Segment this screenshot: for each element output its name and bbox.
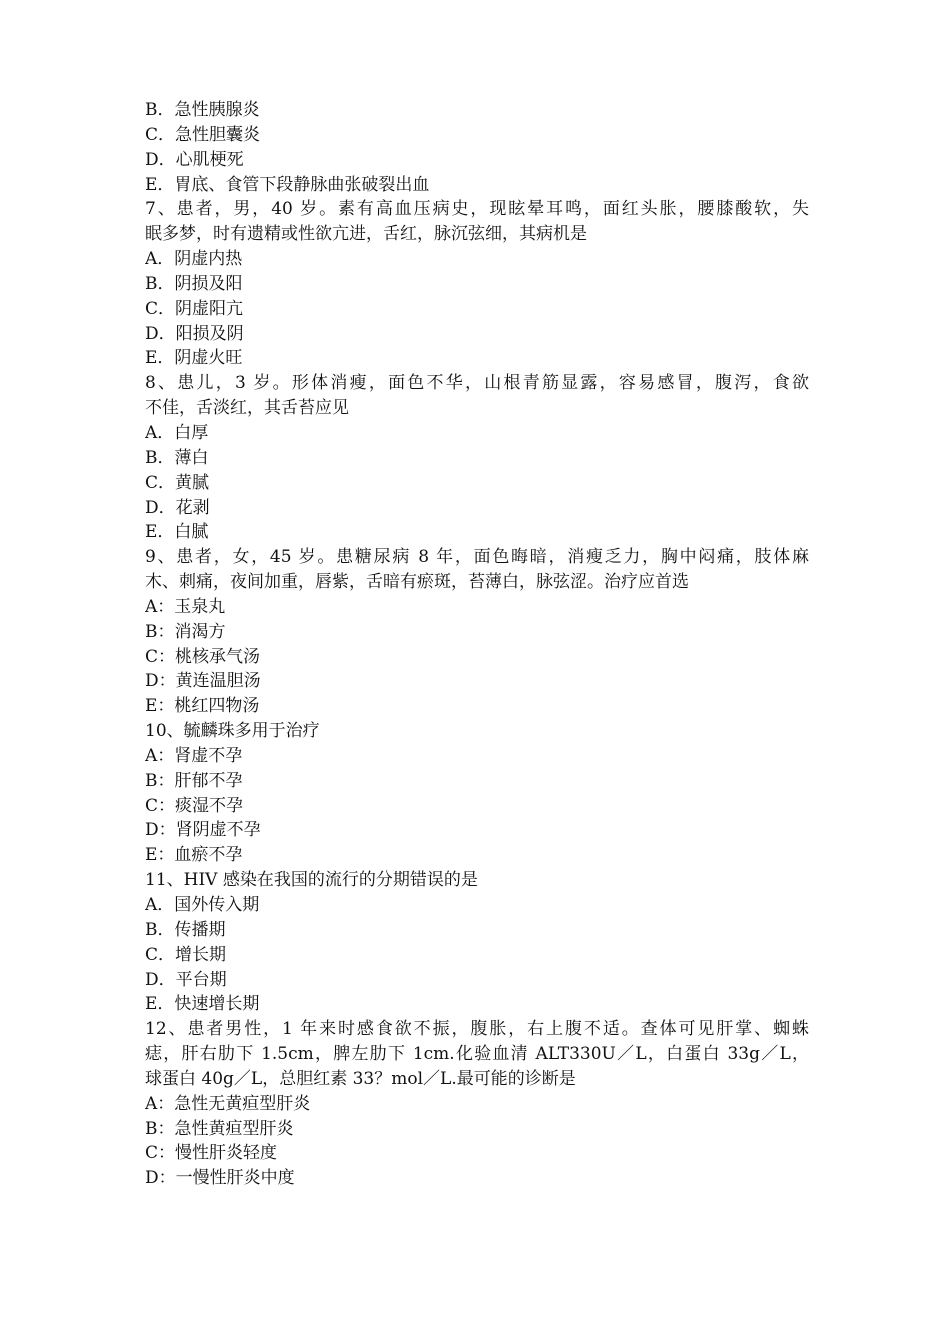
text-line: E．胃底、食管下段静脉曲张破裂出血 [145,174,430,195]
text-line: B：消渴方 [145,621,226,642]
text-line: C：慢性肝炎轻度 [145,1143,278,1164]
text-line: 球蛋白 40g／L，总胆红素 33？mol／L.最可能的诊断是 [145,1068,576,1089]
text-line: B．阴损及阳 [145,273,243,294]
text-line: 10、毓麟珠多用于治疗 [145,721,320,742]
text-line: D．花剥 [145,497,210,518]
text-line: B．急性胰腺炎 [145,100,260,120]
text-line: C．黄腻 [145,472,210,493]
text-line: D．心肌梗死 [145,149,244,170]
text-line: 不佳，舌淡红，其舌苔应见 [145,398,349,419]
text-line: 9、患者，女，45 岁。患糖尿病 8 年，面色晦暗，消瘦乏力，胸中闷痛，肢体麻 [145,547,809,568]
text-line: C：桃核承气汤 [145,646,261,667]
text-line: B．传播期 [145,919,226,940]
text-line: 8、患儿，3 岁。形体消瘦，面色不华，山根青筋显露，容易感冒，腹泻，食欲 [145,373,809,394]
text-line: 痣，肝右肋下 1.5cm，脾左肋下 1cm.化验血清 ALT330U／L，白蛋白 33g／L， [145,1044,809,1065]
text-line: B：肝郁不孕 [145,770,243,791]
text-line: D：肾阴虚不孕 [145,820,261,841]
text-line: 12、患者男性，1 年来时感食欲不振，腹胀，右上腹不适。查体可见肝掌、蜘蛛 [145,1019,809,1040]
text-line: C．急性胆囊炎 [145,124,261,145]
document-body [145,98,809,1191]
text-line: A．阴虚内热 [145,249,243,270]
text-line: E：桃红四物汤 [145,696,260,717]
text-line: E．阴虚火旺 [145,348,243,369]
text-line: 11、HIV 感染在我国的流行的分期错误的是 [145,870,478,891]
text-line: A．国外传入期 [145,895,260,915]
text-line: A：玉泉丸 [145,596,226,617]
text-line: E：血瘀不孕 [145,845,243,866]
text-line: B．薄白 [145,447,209,468]
text-line: 木、刺痛，夜间加重，唇紫，舌暗有瘀斑，苔薄白，脉弦涩。治疗应首选 [145,572,689,593]
text-line: B：急性黄疸型肝炎 [145,1118,294,1139]
text-line: E．白腻 [145,522,209,543]
text-line: D：一慢性肝炎中度 [145,1168,295,1189]
text-line: A．白厚 [145,422,209,443]
text-line: D．平台期 [145,969,227,990]
text-line: C．阴虚阳亢 [145,298,244,319]
text-line: 眠多梦，时有遗精或性欲亢进，舌红，脉沉弦细，其病机是 [145,224,587,245]
text-line: 7、患者，男，40 岁。素有高血压病史，现眩晕耳鸣，面红头胀，腰膝酸软，失 [145,199,809,220]
text-line: E．快速增长期 [145,994,260,1015]
text-line: D：黄连温胆汤 [145,671,261,692]
text-line: C：痰湿不孕 [145,795,244,816]
text-line: A：肾虚不孕 [145,745,243,766]
text-line: A：急性无黄疸型肝炎 [145,1093,311,1114]
text-line: C．增长期 [145,944,227,965]
text-line: D．阳损及阴 [145,323,244,344]
